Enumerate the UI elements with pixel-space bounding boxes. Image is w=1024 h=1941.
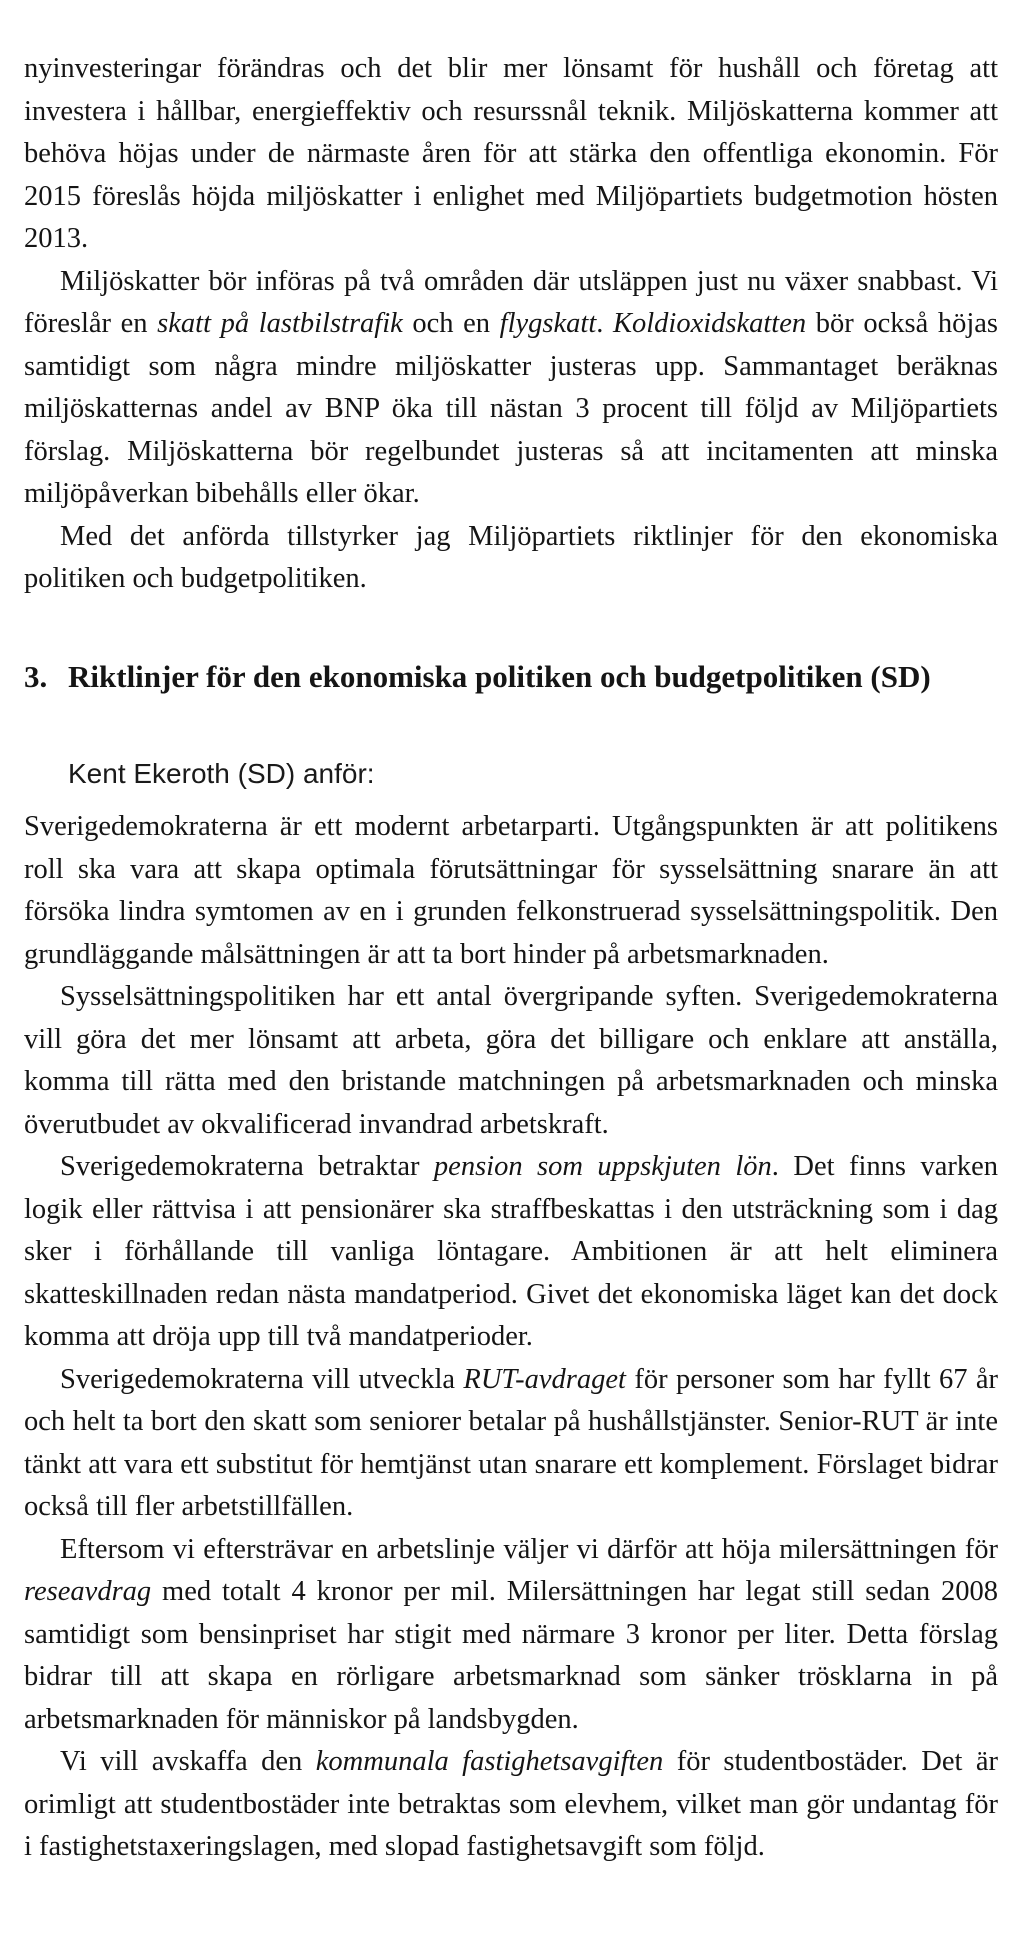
text-segment: bör också höjas samtidigt som några mindre miljöskatter justeras upp. Sammantaget beräknas miljöskatternas andel av BNP öka till nästan 3 procent till följd av Miljöpartiets förslag. Miljöskatterna bör regelbundet justeras så att incitamenten att minska miljöpåverkan bibehålls eller ökar. xyxy=(24,308,998,509)
paragraph xyxy=(24,976,998,1146)
emphasis-term: kommunala fastighetsavgiften xyxy=(315,1746,664,1777)
text-segment: Med det anförda tillstyrker jag Miljöpartiets riktlinjer för den ekonomiska politiken och budgetpolitiken. xyxy=(24,520,998,594)
paragraph xyxy=(24,48,998,261)
paragraph xyxy=(24,1529,998,1742)
emphasis-term: reseavdrag xyxy=(24,1576,152,1607)
text-segment: . Det finns varken logik eller rättvisa i att pensionärer ska straffbeskattas i den utsträckning som i dag sker i förhållande till vanliga löntagare. Ambitionen är att helt eliminera skatteskillnaden redan nästa mandatperiod. Givet det ekonomiska läget kan det dock komma att dröja upp till två mandatperioder. xyxy=(24,1151,998,1352)
paragraph xyxy=(24,1146,998,1359)
emphasis-term: pension som uppskjuten lön xyxy=(433,1151,772,1182)
text-segment: för studentbostäder. Det är orimligt att studentbostäder inte betraktas som elevhem, vilket man gör undantag för i fastighetstaxeringslagen, med slopad fastighetsavgift som följd. xyxy=(24,1746,998,1862)
text-segment: Sverigedemokraterna är ett modernt arbetarparti. Utgångspunkten är att politikens roll ska vara att skapa optimala förutsättningar för sysselsättning snarare än att försöka lindra symtomen av en i grunden felkonstruerad sysselsättningspolitik. Den grundläggande målsättningen är att ta bort hinder på arbetsmarknaden. xyxy=(24,811,998,970)
text-segment: för personer som har fyllt 67 år och helt ta bort den skatt som seniorer betalar på hushållstjänster. Senior-RUT är inte tänkt att vara ett substitut för hemtjänst utan snarare ett komplement. Förslaget bidrar också till fler arbetstillfällen. xyxy=(24,1363,999,1522)
text-segment: Sverigedemokraterna vill utveckla xyxy=(60,1363,464,1395)
text-segment: Miljöskatter bör införas på två områden där utsläppen just nu växer snabbast. Vi föreslår en xyxy=(24,265,998,339)
paragraph xyxy=(24,806,998,976)
text-segment: Sysselsättningspolitiken har ett antal övergripande syften. Sverigedemokraterna vill göra det mer lönsamt att arbeta, göra det billigare och enklare att anställa, komma till rätta med den bristande matchningen på arbetsmarknaden och minska överutbudet av okvalificerad invandrad arbetskraft. xyxy=(24,981,998,1140)
speaker-line: Kent Ekeroth (SD) anför: xyxy=(68,758,375,789)
emphasis-term: Koldioxidskatten xyxy=(612,308,807,339)
text-segment: nyinvesteringar förändras och det blir mer lönsamt för hushåll och företag att investera i hållbar, energieffektiv och resurssnål teknik. Miljöskatterna kommer att behöva höjas under de närmaste åren för att stärka den offentliga ekonomin. För 2015 föreslås höjda miljöskatter i enlighet med Miljöpartiets budgetmotion hösten 2013. xyxy=(24,53,998,254)
section-number: 3. xyxy=(24,659,48,694)
intro-text-block xyxy=(24,48,998,601)
text-segment: Vi vill avskaffa den xyxy=(60,1746,316,1777)
emphasis-term: flygskatt xyxy=(499,308,597,339)
emphasis-term: skatt på lastbilstrafik xyxy=(157,308,403,339)
section-heading xyxy=(24,656,998,698)
section-title: Riktlinjer för den ekonomiska politiken och budgetpolitiken (SD) xyxy=(68,659,931,694)
text-segment: . xyxy=(596,308,613,339)
paragraph xyxy=(24,516,998,601)
section-body xyxy=(24,806,998,1869)
text-segment: Sverigedemokraterna betraktar xyxy=(60,1151,434,1182)
text-segment: Eftersom vi eftersträvar en arbetslinje väljer vi därför att höja milersättningen för xyxy=(60,1533,998,1565)
emphasis-term: RUT-avdraget xyxy=(463,1363,626,1395)
paragraph xyxy=(24,261,998,516)
text-segment: med totalt 4 kronor per mil. Milersättningen har legat still sedan 2008 samtidigt som bensinpriset har stigit med närmare 3 kronor per liter. Detta förslag bidrar till att skapa en rörligare arbetsmarknad som sänker trösklarna in på arbetsmarknaden för människor på landsbygden. xyxy=(24,1576,998,1735)
paragraph xyxy=(24,1359,998,1529)
text-segment: och en xyxy=(402,308,500,339)
paragraph xyxy=(24,1741,998,1869)
